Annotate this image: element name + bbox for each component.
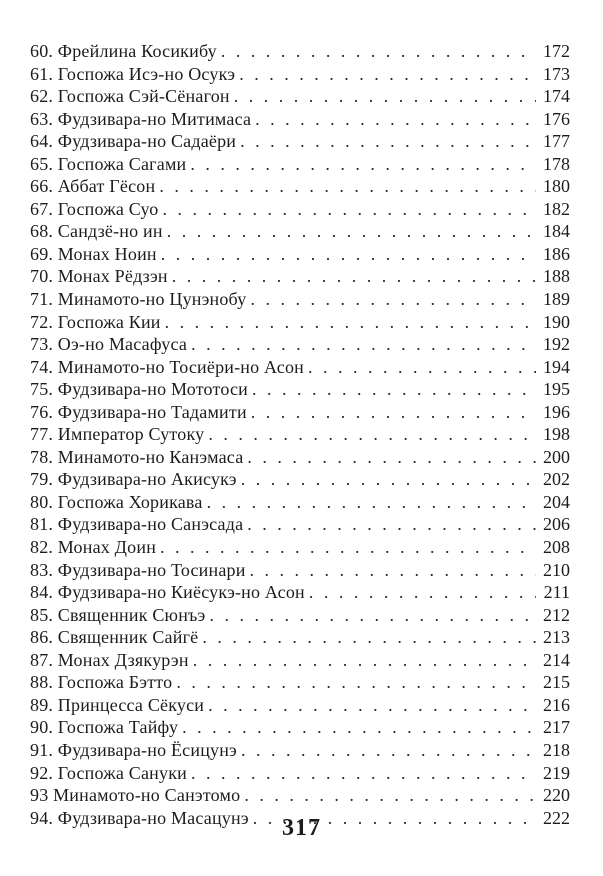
dot-leader [247,513,536,536]
toc-entry [30,762,570,785]
entry-page-number: 202 [543,469,570,490]
entry-page-number: 184 [543,221,570,242]
toc-entry [30,468,570,491]
toc-entry [30,559,570,582]
dot-leader [308,356,536,379]
entry-title: 74. Минамото-но Тосиёри-но Асон [30,356,305,377]
entry-page-number: 196 [543,401,570,422]
entry-page-number: 186 [543,243,570,264]
entry-page-number: 219 [543,762,570,783]
dot-leader [176,671,536,694]
toc-entry [30,423,570,446]
entry-title: 93 Минамото-но Санэтомо [30,785,241,806]
toc-entry [30,446,570,469]
entry-title: 76. Фудзивара-но Тадамити [30,401,247,422]
entry-page-number: 222 [543,807,570,828]
dot-leader [162,198,536,221]
toc-entry [30,63,570,86]
toc-entry [30,671,570,694]
entry-title: 64. Фудзивара-но Садаёри [30,131,237,152]
entry-title: 61. Госпожа Исэ-но Осукэ [30,63,236,84]
dot-leader [251,401,536,424]
entry-page-number: 217 [543,717,570,738]
toc-entry [30,626,570,649]
dot-leader [221,40,536,63]
dot-leader [244,784,536,807]
entry-title: 73. Оэ-но Масафуса [30,334,188,355]
entry-title: 71. Минамото-но Цунэнобу [30,289,247,310]
entry-title: 85. Священник Сюнъэ [30,604,206,625]
entry-page-number: 173 [543,63,570,84]
toc-entry [30,198,570,221]
entry-title: 81. Фудзивара-но Санэсада [30,514,244,535]
dot-leader [208,423,536,446]
entry-page-number: 198 [543,424,570,445]
dot-leader [209,604,536,627]
entry-page-number: 208 [543,537,570,558]
table-of-contents [30,40,570,829]
entry-page-number: 182 [543,198,570,219]
entry-page-number: 194 [543,356,570,377]
entry-page-number: 190 [543,311,570,332]
toc-entry [30,333,570,356]
entry-title: 80. Госпожа Хорикава [30,491,203,512]
toc-entry [30,581,570,604]
dot-leader [190,153,536,176]
toc-entry [30,356,570,379]
entry-page-number: 188 [543,266,570,287]
toc-entry [30,220,570,243]
entry-page-number: 192 [543,334,570,355]
dot-leader [165,311,536,334]
dot-leader [247,446,536,469]
entry-title: 67. Госпожа Суо [30,198,159,219]
entry-title: 70. Монах Рёдзэн [30,266,168,287]
entry-title: 89. Принцесса Сёкуси [30,694,205,715]
entry-title: 72. Госпожа Кии [30,311,161,332]
toc-entry [30,649,570,672]
toc-entry [30,40,570,63]
entry-page-number: 211 [543,582,570,603]
dot-leader [234,85,536,108]
dot-leader [241,468,536,491]
dot-leader [191,333,536,356]
toc-entry [30,716,570,739]
entry-title: 68. Сандзё-но ин [30,221,163,242]
entry-title: 69. Монах Ноин [30,243,157,264]
dot-leader [167,220,536,243]
dot-leader [240,130,536,153]
toc-entry [30,153,570,176]
entry-title: 62. Госпожа Сэй-Сёнагон [30,86,230,107]
dot-leader [182,716,536,739]
entry-title: 94. Фудзивара-но Масацунэ [30,807,249,828]
entry-page-number: 189 [543,289,570,310]
entry-page-number: 213 [543,627,570,648]
entry-title: 65. Госпожа Сагами [30,153,187,174]
entry-page-number: 174 [543,86,570,107]
toc-entry [30,604,570,627]
entry-title: 90. Госпожа Тайфу [30,717,179,738]
entry-page-number: 206 [543,514,570,535]
entry-page-number: 215 [543,672,570,693]
entry-title: 79. Фудзивара-но Акисукэ [30,469,237,490]
dot-leader [250,559,536,582]
entry-page-number: 204 [543,491,570,512]
entry-title: 75. Фудзивара-но Мототоси [30,379,248,400]
entry-page-number: 180 [543,176,570,197]
entry-title: 88. Госпожа Бэтто [30,672,173,693]
toc-entry [30,130,570,153]
entry-title: 91. Фудзивара-но Ёсицунэ [30,739,237,760]
entry-title: 77. Император Сутоку [30,424,205,445]
dot-leader [159,175,536,198]
dot-leader [172,265,536,288]
entry-page-number: 212 [543,604,570,625]
page-number: 317 [282,815,321,841]
entry-page-number: 172 [543,41,570,61]
toc-entry [30,378,570,401]
dot-leader [252,378,536,401]
dot-leader [207,491,536,514]
entry-title: 83. Фудзивара-но Тосинари [30,559,246,580]
entry-page-number: 214 [543,649,570,670]
entry-page-number: 216 [543,694,570,715]
entry-title: 86. Священник Сайгё [30,627,199,648]
dot-leader [191,762,536,785]
dot-leader [309,581,536,604]
toc-entry [30,265,570,288]
toc-entry [30,536,570,559]
entry-title: 63. Фудзивара-но Митимаса [30,108,252,129]
dot-leader [255,108,536,131]
toc-entry [30,175,570,198]
dot-leader [241,739,536,762]
toc-entry [30,739,570,762]
entry-page-number: 178 [543,153,570,174]
entry-title: 60. Фрейлина Косикибу [30,41,217,61]
entry-page-number: 200 [543,446,570,467]
toc-entry [30,288,570,311]
dot-leader [202,626,536,649]
entry-page-number: 177 [543,131,570,152]
toc-entry [30,491,570,514]
toc-entry [30,401,570,424]
dot-leader [193,649,536,672]
toc-entry [30,694,570,717]
dot-leader [160,536,536,559]
dot-leader [161,243,536,266]
entry-title: 66. Аббат Гёсон [30,176,156,197]
toc-entry [30,513,570,536]
entry-page-number: 176 [543,108,570,129]
entry-title: 87. Монах Дзякурэн [30,649,189,670]
dot-leader [250,288,536,311]
toc-entry [30,311,570,334]
entry-title: 82. Монах Доин [30,537,157,558]
entry-page-number: 220 [543,785,570,806]
entry-title: 92. Госпожа Сануки [30,762,187,783]
entry-page-number: 210 [543,559,570,580]
toc-entry [30,784,570,807]
dot-leader [208,694,536,717]
toc-entry [30,243,570,266]
entry-title: 84. Фудзивара-но Киёсукэ-но Асон [30,582,305,603]
toc-entry [30,108,570,131]
toc-entry [30,85,570,108]
dot-leader [239,63,536,86]
entry-page-number: 218 [543,739,570,760]
entry-title: 78. Минамото-но Канэмаса [30,446,244,467]
entry-page-number: 195 [543,379,570,400]
